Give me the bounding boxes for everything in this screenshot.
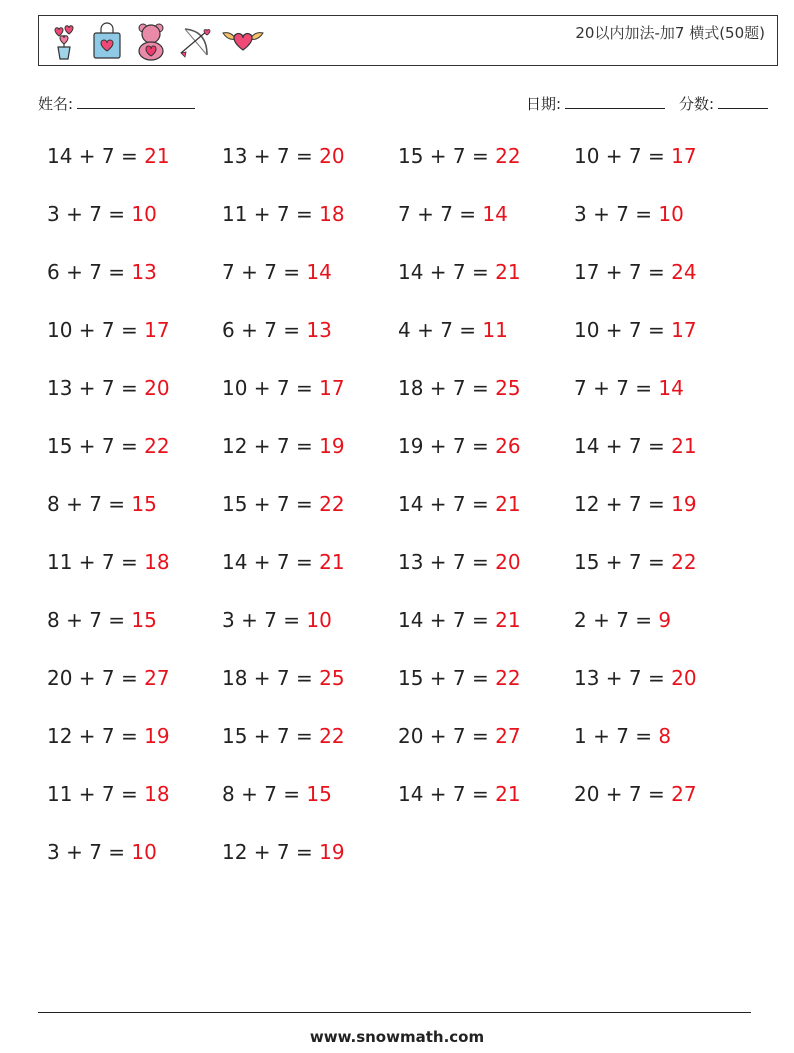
problem-answer: 27 [144,666,170,690]
problem-answer: 20 [319,144,345,168]
problem-answer: 25 [495,376,521,400]
problem-question: 13 + 7 = [574,666,672,690]
problem-item [222,260,332,284]
problem-item [222,376,345,400]
problem-item [47,550,170,574]
problem-answer: 20 [671,666,697,690]
problem-item [398,492,521,516]
problem-item [574,492,697,516]
problem-question: 10 + 7 = [222,376,320,400]
date-blank-line[interactable] [565,94,665,109]
problem-item [47,376,170,400]
problem-question: 18 + 7 = [222,666,320,690]
problem-item [574,782,697,806]
problem-question: 15 + 7 = [47,434,145,458]
problem-item [574,608,671,632]
problem-question: 6 + 7 = [222,318,307,342]
problem-item [47,666,170,690]
problem-question: 11 + 7 = [222,202,320,226]
problem-question: 20 + 7 = [574,782,672,806]
problem-item [222,550,345,574]
problem-item [222,608,332,632]
flower-pot-icon [45,21,81,61]
problem-answer: 21 [671,434,697,458]
teddy-bear-icon [133,21,169,61]
problem-item [222,318,332,342]
problem-item [47,260,157,284]
problem-question: 10 + 7 = [574,318,672,342]
problem-question: 12 + 7 = [574,492,672,516]
problem-answer: 27 [495,724,521,748]
problem-answer: 18 [319,202,345,226]
problem-question: 6 + 7 = [47,260,132,284]
problem-answer: 19 [319,434,345,458]
problem-item [398,202,508,226]
problem-item [47,318,170,342]
problem-question: 3 + 7 = [222,608,307,632]
problem-answer: 17 [319,376,345,400]
problem-answer: 22 [671,550,697,574]
problem-question: 14 + 7 = [398,608,496,632]
problem-item [47,724,170,748]
problem-answer: 10 [658,202,684,226]
problem-answer: 18 [144,782,170,806]
problem-answer: 10 [131,840,157,864]
problem-item [47,608,157,632]
problem-question: 4 + 7 = [398,318,483,342]
problem-answer: 15 [131,492,157,516]
name-blank-line[interactable] [77,94,195,109]
problem-item [47,782,170,806]
problem-item [222,724,345,748]
problem-item [398,144,521,168]
problem-question: 3 + 7 = [47,840,132,864]
problem-item [47,202,157,226]
problem-question: 18 + 7 = [398,376,496,400]
problem-question: 3 + 7 = [574,202,659,226]
problem-answer: 15 [306,782,332,806]
score-label: 分数: [679,95,715,113]
problem-answer: 18 [144,550,170,574]
problem-answer: 21 [144,144,170,168]
problem-answer: 8 [658,724,672,748]
footer-url: www.snowmath.com [309,1028,485,1046]
problem-answer: 14 [306,260,332,284]
footer-divider [38,1012,751,1013]
problem-question: 15 + 7 = [398,144,496,168]
winged-heart-icon [221,21,265,61]
problem-question: 13 + 7 = [222,144,320,168]
problem-item [574,376,684,400]
problem-item [398,666,521,690]
worksheet-header [38,15,778,66]
problem-answer: 14 [482,202,508,226]
problem-answer: 19 [671,492,697,516]
problem-item [574,144,697,168]
problem-question: 19 + 7 = [398,434,496,458]
problem-item [574,434,697,458]
problem-answer: 17 [144,318,170,342]
problem-item [222,840,345,864]
problem-item [222,492,345,516]
problem-answer: 20 [495,550,521,574]
problem-question: 7 + 7 = [222,260,307,284]
problem-answer: 21 [495,782,521,806]
problem-question: 17 + 7 = [574,260,672,284]
problem-question: 15 + 7 = [574,550,672,574]
problem-question: 13 + 7 = [47,376,145,400]
problem-item [222,782,332,806]
problem-item [222,144,345,168]
problem-answer: 22 [495,144,521,168]
problem-question: 7 + 7 = [574,376,659,400]
problem-question: 15 + 7 = [222,724,320,748]
problem-item [398,782,521,806]
problem-item [47,434,170,458]
problem-item [47,840,157,864]
problem-item [574,318,697,342]
problem-question: 10 + 7 = [574,144,672,168]
problem-question: 11 + 7 = [47,550,145,574]
problem-item [222,666,345,690]
problem-answer: 22 [495,666,521,690]
problem-answer: 22 [144,434,170,458]
problem-item [47,144,170,168]
problem-question: 8 + 7 = [222,782,307,806]
worksheet-title: 20以内加法-加7 横式(50题) [575,24,765,42]
problem-answer: 19 [144,724,170,748]
problem-question: 20 + 7 = [398,724,496,748]
problem-item [398,434,521,458]
problem-answer: 13 [306,318,332,342]
cupid-bow-icon [177,21,213,61]
problem-answer: 10 [306,608,332,632]
problem-answer: 11 [482,318,508,342]
problem-answer: 25 [319,666,345,690]
problem-question: 12 + 7 = [222,840,320,864]
problem-question: 20 + 7 = [47,666,145,690]
problem-answer: 17 [671,144,697,168]
problem-item [574,666,697,690]
problem-answer: 9 [658,608,672,632]
problem-answer: 19 [319,840,345,864]
problem-answer: 10 [131,202,157,226]
problem-question: 12 + 7 = [222,434,320,458]
problem-item [574,202,684,226]
problem-question: 11 + 7 = [47,782,145,806]
problem-answer: 15 [131,608,157,632]
problem-item [398,260,521,284]
name-field[interactable] [38,93,195,114]
problem-question: 8 + 7 = [47,492,132,516]
problem-answer: 22 [319,724,345,748]
date-field[interactable] [526,93,665,114]
problem-answer: 22 [319,492,345,516]
problem-item [574,550,697,574]
problem-question: 7 + 7 = [398,202,483,226]
problem-item [574,724,671,748]
problem-answer: 21 [495,492,521,516]
problem-question: 14 + 7 = [398,782,496,806]
problem-answer: 27 [671,782,697,806]
problem-question: 13 + 7 = [398,550,496,574]
name-label: 姓名: [38,95,74,113]
problem-question: 14 + 7 = [398,492,496,516]
problem-answer: 26 [495,434,521,458]
problem-item [398,724,521,748]
problem-item [574,260,697,284]
problem-question: 14 + 7 = [47,144,145,168]
problem-question: 12 + 7 = [47,724,145,748]
problem-answer: 14 [658,376,684,400]
problem-question: 15 + 7 = [398,666,496,690]
problem-answer: 24 [671,260,697,284]
problem-question: 1 + 7 = [574,724,659,748]
score-field[interactable] [679,93,768,114]
problem-question: 14 + 7 = [574,434,672,458]
problem-question: 14 + 7 = [398,260,496,284]
problem-answer: 21 [495,260,521,284]
problem-question: 2 + 7 = [574,608,659,632]
problem-question: 14 + 7 = [222,550,320,574]
problem-item [398,608,521,632]
problem-answer: 21 [495,608,521,632]
problem-question: 3 + 7 = [47,202,132,226]
problem-item [47,492,157,516]
problem-answer: 20 [144,376,170,400]
problem-item [398,318,508,342]
problem-question: 8 + 7 = [47,608,132,632]
score-blank-line[interactable] [718,94,768,109]
problem-question: 10 + 7 = [47,318,145,342]
problem-question: 15 + 7 = [222,492,320,516]
problem-item [398,376,521,400]
date-label: 日期: [526,95,562,113]
problem-item [222,434,345,458]
problem-answer: 13 [131,260,157,284]
problem-item [398,550,521,574]
problem-answer: 21 [319,550,345,574]
problem-item [222,202,345,226]
decorative-icon-strip [45,20,265,62]
problem-answer: 17 [671,318,697,342]
shopping-bag-heart-icon [89,21,125,61]
